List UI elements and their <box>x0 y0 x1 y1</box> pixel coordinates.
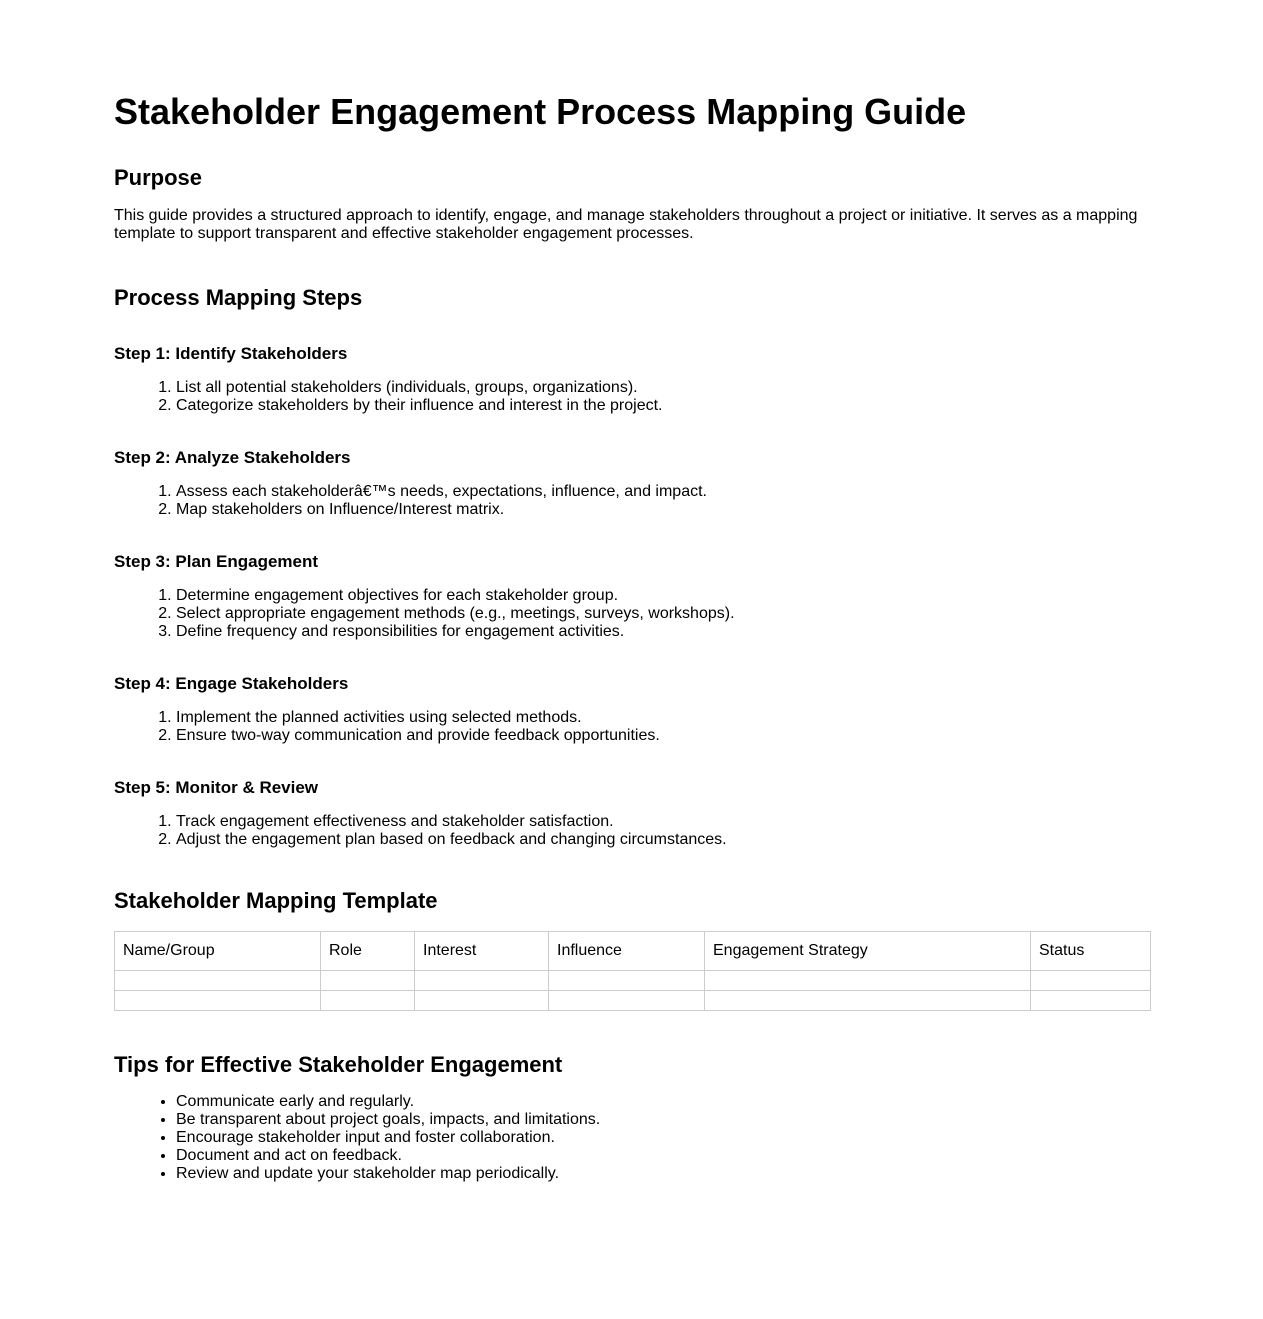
column-header: Role <box>321 932 415 971</box>
table-cell[interactable] <box>115 971 321 991</box>
table-cell[interactable] <box>415 991 549 1011</box>
step-1-list <box>114 379 1150 415</box>
list-item: • Review and update your stakeholder map periodically. <box>176 1165 1150 1183</box>
list-item: 1. List all potential stakeholders (individuals, groups, organizations). <box>176 379 1150 397</box>
column-header: Name/Group <box>115 932 321 971</box>
column-header: Influence <box>549 932 705 971</box>
step-5-heading: Step 5: Monitor & Review <box>114 778 319 797</box>
step-4-list <box>114 709 1150 745</box>
list-item: 1. Track engagement effectiveness and stakeholder satisfaction. <box>176 813 1150 831</box>
tips-heading: Tips for Effective Stakeholder Engagement <box>114 1052 563 1077</box>
step-3-list <box>114 587 1150 641</box>
table-cell[interactable] <box>1031 971 1151 991</box>
table-cell[interactable] <box>1031 991 1151 1011</box>
table-cell[interactable] <box>549 991 705 1011</box>
step-4-heading: Step 4: Engage Stakeholders <box>114 674 349 693</box>
list-item: 1. Determine engagement objectives for each stakeholder group. <box>176 587 1150 605</box>
purpose-heading: Purpose <box>114 165 203 190</box>
table-row <box>115 991 1151 1011</box>
process-steps-heading: Process Mapping Steps <box>114 285 363 310</box>
step-3-heading: Step 3: Plan Engagement <box>114 552 319 571</box>
list-item: 2. Categorize stakeholders by their influence and interest in the project. <box>176 397 1150 415</box>
list-item: • Communicate early and regularly. <box>176 1093 1150 1111</box>
stakeholder-mapping-table <box>114 931 1151 1011</box>
list-item: 2. Ensure two-way communication and provide feedback opportunities. <box>176 727 1150 745</box>
list-item: • Encourage stakeholder input and foster collaboration. <box>176 1129 1150 1147</box>
table-cell[interactable] <box>321 971 415 991</box>
step-2-heading: Step 2: Analyze Stakeholders <box>114 448 351 467</box>
step-5-list <box>114 813 1150 849</box>
list-item: 2. Select appropriate engagement methods (e.g., meetings, surveys, workshops). <box>176 605 1150 623</box>
list-item: 1. Implement the planned activities using selected methods. <box>176 709 1150 727</box>
table-cell[interactable] <box>549 971 705 991</box>
step-1-heading: Step 1: Identify Stakeholders <box>114 344 348 363</box>
table-cell[interactable] <box>705 991 1031 1011</box>
table-cell[interactable] <box>415 971 549 991</box>
list-item: 2. Adjust the engagement plan based on feedback and changing circumstances. <box>176 831 1150 849</box>
list-item: • Be transparent about project goals, impacts, and limitations. <box>176 1111 1150 1129</box>
list-item: 1. Assess each stakeholderâ€™s needs, expectations, influence, and impact. <box>176 483 1150 501</box>
table-header-row <box>115 932 1151 971</box>
template-heading: Stakeholder Mapping Template <box>114 888 438 913</box>
table-cell[interactable] <box>705 971 1031 991</box>
table-row <box>115 971 1151 991</box>
list-item: 2. Map stakeholders on Influence/Interest matrix. <box>176 501 1150 519</box>
tips-list <box>114 1093 1150 1183</box>
table-cell[interactable] <box>115 991 321 1011</box>
list-item: • Document and act on feedback. <box>176 1147 1150 1165</box>
purpose-text: This guide provides a structured approach to identify, engage, and manage stakeholders throughout a project or initiative. It serves as a mapping template to support transparent and effective stakeholder engagement processes. <box>114 207 1138 242</box>
table-cell[interactable] <box>321 991 415 1011</box>
list-item: 3. Define frequency and responsibilities for engagement activities. <box>176 623 1150 641</box>
column-header: Interest <box>415 932 549 971</box>
page-title: Stakeholder Engagement Process Mapping Guide <box>114 91 967 132</box>
column-header: Engagement Strategy <box>705 932 1031 971</box>
step-2-list <box>114 483 1150 519</box>
column-header: Status <box>1031 932 1151 971</box>
